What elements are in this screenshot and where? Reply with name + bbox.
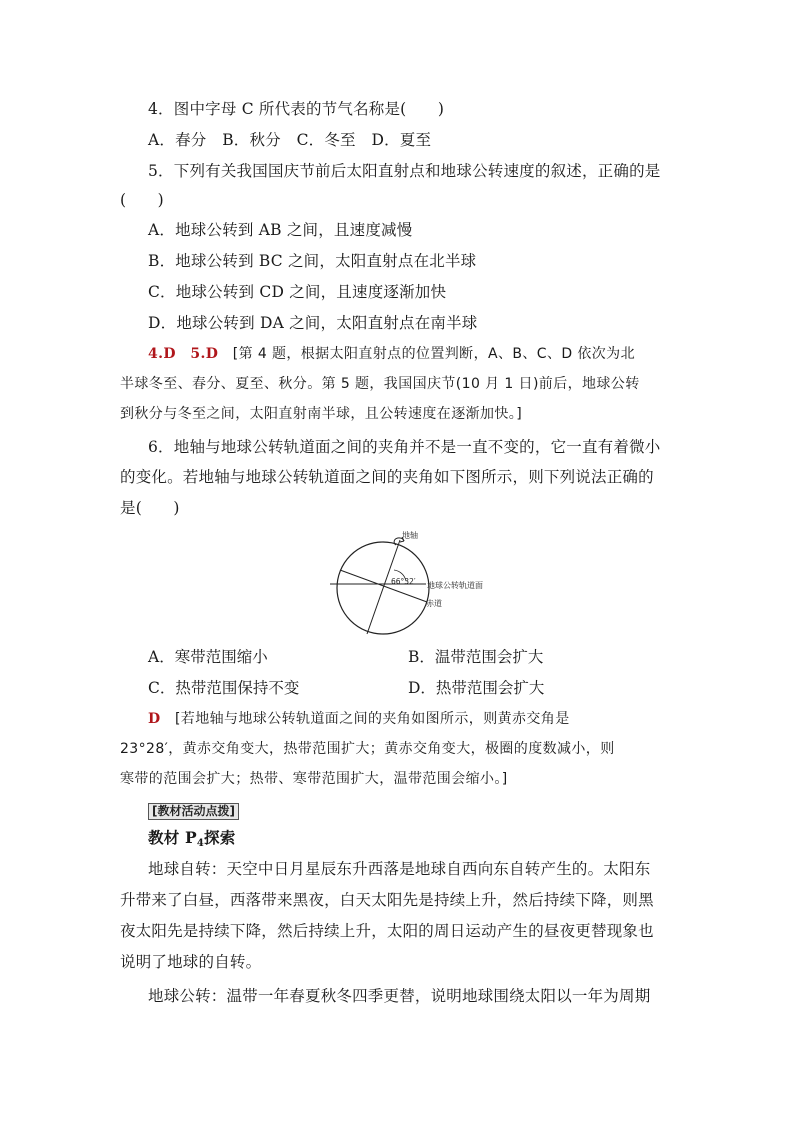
q6-stem-line1: 6．地轴与地球公转轨道面之间的夹角并不是一直不变的，它一直有着微小 — [148, 438, 661, 456]
q6-option-c: C．热带范围保持不变 — [148, 679, 300, 697]
q5-option-c: C．地球公转到 CD 之间，且速度逐渐加快 — [148, 283, 447, 301]
q6-stem-line3: 是( ) — [120, 499, 180, 517]
orbit-label: 地球公转轨道面 — [427, 581, 483, 590]
para1-line1: 地球自转：天空中日月星辰东升西落是地球自西向东自转产生的。太阳东 — [148, 860, 651, 878]
para1-line3: 夜太阳先是持续下降，然后持续上升，太阳的周日运动产生的昼夜更替现象也 — [120, 922, 654, 940]
para1-line4: 说明了地球的自转。 — [120, 953, 262, 971]
q5-option-d: D．地球公转到 DA 之间，太阳直射点在南半球 — [148, 314, 478, 332]
q6-option-d: D．热带范围会扩大 — [408, 679, 545, 697]
q5-stem: 5．下列有关我国国庆节前后太阳直射点和地球公转速度的叙述，正确的是 — [148, 162, 661, 180]
q4-options: A．春分 B．秋分 C．冬至 D．夏至 — [148, 131, 432, 149]
answer-4-5-line1 — [148, 343, 635, 365]
section-tag: [教材活动点拨] — [148, 803, 239, 820]
section-title-sub: 4 — [196, 838, 205, 849]
q4-stem: 4．图中字母 C 所代表的节气名称是( ) — [148, 100, 445, 118]
q6-stem-line2: 的变化。若地轴与地球公转轨道面之间的夹角如下图所示，则下列说法正确的 — [120, 468, 654, 486]
q6-option-b: B．温带范围会扩大 — [408, 648, 544, 666]
section-title-main: 教材 P — [148, 828, 197, 847]
q5-option-b: B．地球公转到 BC 之间，太阳直射点在北半球 — [148, 252, 477, 270]
q5-option-a: A．地球公转到 AB 之间，且速度减慢 — [148, 221, 413, 239]
section-title-end: 探索 — [204, 828, 236, 847]
answer-4-5-line2: 半球冬至、春分、夏至、秋分。第 5 题，我国国庆节(10 月 1 日)前后，地球公转 — [120, 376, 640, 392]
answer-text: [第 4 题，根据太阳直射点的位置判断，A、B、C、D 依次为北 — [218, 346, 635, 362]
answer-6-text: [若地轴与地球公转轨道面之间的夹角如图所示，则黄赤交角是 — [160, 711, 570, 727]
answer-6-line2: 23°28′，黄赤交角变大，热带范围扩大；黄赤交角变大，极圈的度数减小，则 — [120, 741, 615, 757]
q6-option-a: A．寒带范围缩小 — [148, 648, 268, 666]
axis-label: 地轴 — [402, 531, 418, 540]
answer-4-5-line3: 到秋分与冬至之间，太阳直射南半球，且公转速度在逐渐加快。] — [120, 406, 523, 422]
q5-stem-bracket: ( ) — [120, 191, 164, 209]
answer-6-key: D — [148, 711, 161, 727]
para2-line1: 地球公转：温带一年春夏秋冬四季更替，说明地球围绕太阳以一年为周期 — [148, 987, 651, 1005]
earth-axis-figure — [330, 526, 500, 638]
earth-axis-line — [367, 540, 400, 634]
answer-key: 4.D 5.D — [148, 346, 219, 362]
answer-6-line3: 寒带的范围会扩大；热带、寒带范围扩大，温带范围会缩小。] — [120, 771, 508, 787]
section-title — [148, 827, 235, 855]
angle-label: 66°32′ — [391, 577, 416, 586]
para1-line2: 升带来了白昼，西落带来黑夜，白天太阳先是持续上升，然后持续下降，则黑 — [120, 891, 654, 909]
equator-label: 赤道 — [426, 599, 442, 608]
answer-6-line1 — [148, 708, 570, 730]
